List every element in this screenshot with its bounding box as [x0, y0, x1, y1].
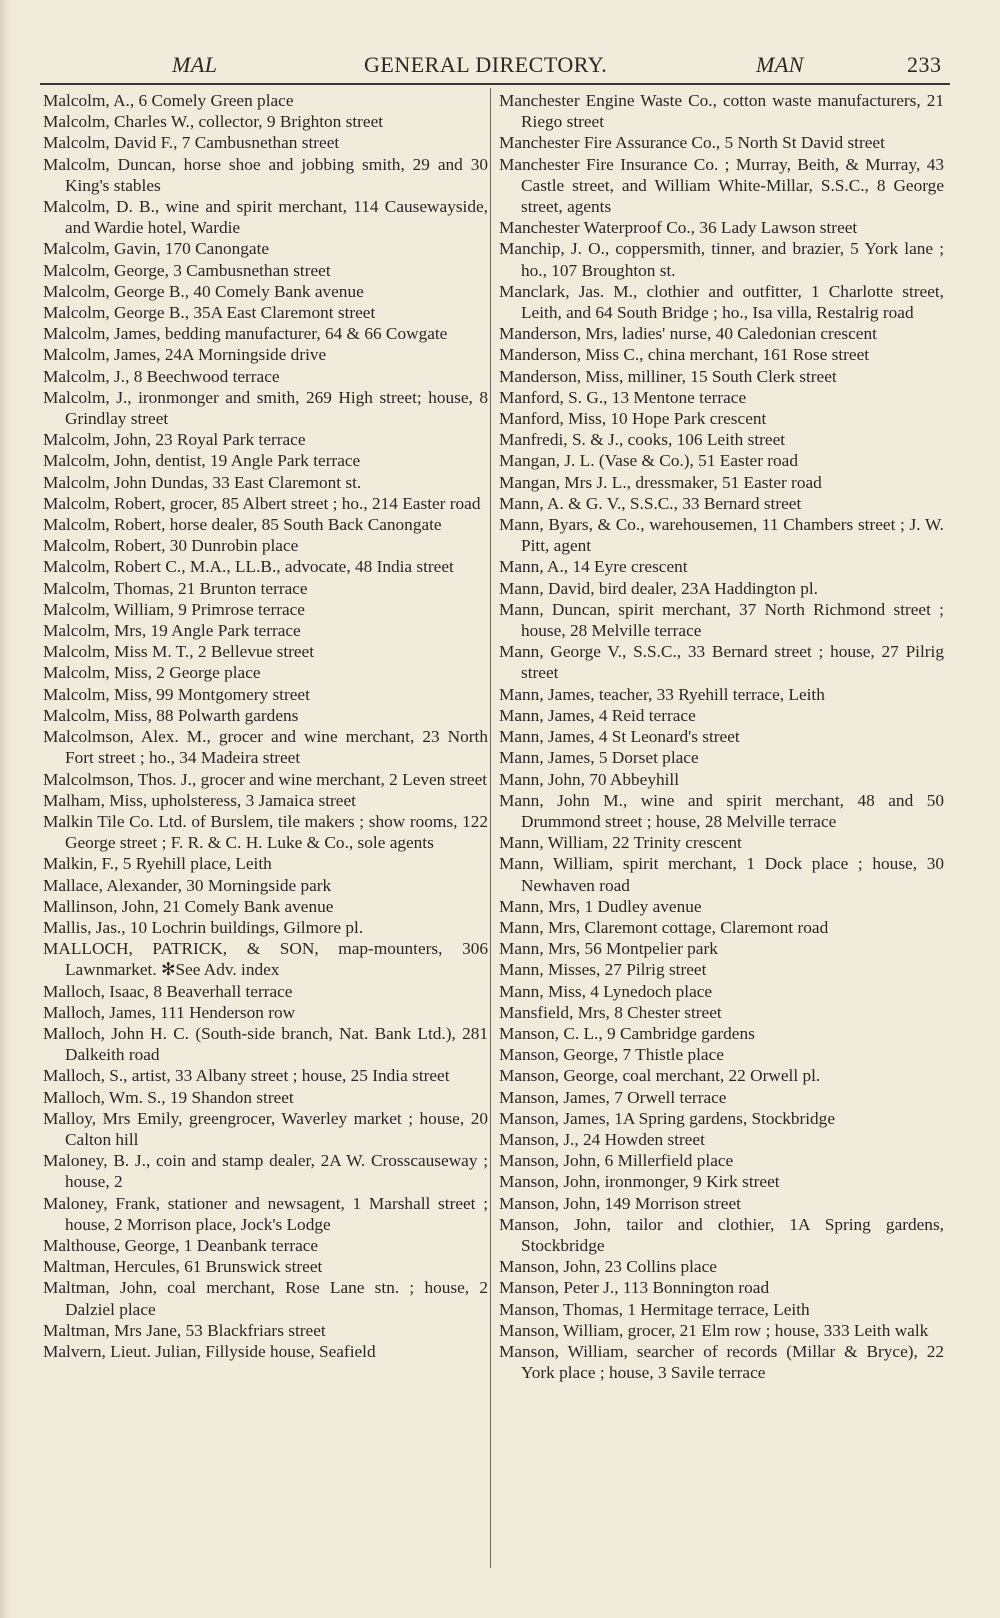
directory-entry: Mallace, Alexander, 30 Morningside park [43, 875, 332, 895]
directory-entry: Mann, Byars, & Co., warehousemen, 11 Chambers street ; J. W. Pitt, agent [499, 515, 944, 556]
directory-entry: Malcolm, D. B., wine and spirit merchant, 114 Causewayside, and Wardie hotel, Wardie [43, 197, 488, 238]
column-divider [490, 88, 491, 1568]
directory-entry: Manchester Engine Waste Co., cotton waste manufacturers, 21 Riego street [499, 91, 944, 132]
directory-entry: Manson, Thomas, 1 Hermitage terrace, Leith [499, 1299, 810, 1319]
directory-entry: Mann, James, 4 Reid terrace [499, 705, 696, 725]
running-header [0, 48, 1000, 82]
directory-entry: Maltman, Hercules, 61 Brunswick street [43, 1257, 323, 1277]
directory-entry: Mann, John, 70 Abbeyhill [499, 769, 680, 789]
directory-entry: Malcolm, J., 8 Beechwood terrace [43, 366, 280, 386]
directory-entry: Manson, James, 7 Orwell terrace [499, 1087, 727, 1107]
directory-entry: Malcolm, Miss, 99 Montgomery street [43, 684, 310, 704]
directory-entry: Mann, A., 14 Eyre crescent [499, 557, 688, 577]
directory-entry: Mallinson, John, 21 Comely Bank avenue [43, 896, 334, 916]
directory-entry: MALLOCH, PATRICK, & SON, map-mounters, 306 Lawnmarket. ✻See Adv. index [43, 939, 488, 980]
directory-entry: Mann, James, 4 St Leonard's street [499, 727, 740, 747]
directory-entry: Mansfield, Mrs, 8 Chester street [499, 1002, 722, 1022]
directory-entry: Manson, William, grocer, 21 Elm row ; house, 333 Leith walk [499, 1320, 929, 1340]
directory-entry: Malcolm, Robert, 30 Dunrobin place [43, 536, 299, 556]
directory-entry: Manson, William, searcher of records (Millar & Bryce), 22 York place ; house, 3 Savile terrace [499, 1341, 944, 1383]
directory-entry: Mann, Miss, 4 Lynedoch place [499, 981, 713, 1001]
directory-entry: Mann, Misses, 27 Pilrig street [499, 960, 707, 980]
directory-entry: Manchester Waterproof Co., 36 Lady Lawson street [499, 218, 858, 238]
directory-entry: Manson, John, tailor and clothier, 1A Spring gardens, Stockbridge [499, 1214, 944, 1255]
header-title: GENERAL DIRECTORY. [364, 52, 608, 77]
directory-entry: Malcolm, John, dentist, 19 Angle Park terrace [43, 451, 361, 471]
directory-entry: Malcolm, George B., 40 Comely Bank avenue [43, 281, 364, 301]
directory-entry: Malkin Tile Co. Ltd. of Burslem, tile makers ; show rooms, 122 George street ; F. R. & C. H. Luke & Co., sole agents [43, 811, 488, 853]
directory-entry: Malcolm, William, 9 Primrose terrace [43, 599, 305, 619]
directory-entry: Malcolm, George, 3 Cambusnethan street [43, 260, 331, 280]
directory-entry: Manford, Miss, 10 Hope Park crescent [499, 409, 767, 429]
directory-entry: Manchip, J. O., coppersmith, tinner, and brazier, 5 York lane ; ho., 107 Broughton st. [499, 239, 944, 280]
directory-entry: Mann, Mrs, 56 Montpelier park [499, 939, 718, 959]
directory-entry: Mann, Mrs, 1 Dudley avenue [499, 896, 702, 916]
directory-entry: Malcolm, Thomas, 21 Brunton terrace [43, 578, 308, 598]
directory-entry: Malcolm, Miss M. T., 2 Bellevue street [43, 642, 315, 662]
directory-entry: Manfredi, S. & J., cooks, 106 Leith street [499, 430, 786, 450]
directory-entry: Malcolm, Mrs, 19 Angle Park terrace [43, 621, 301, 641]
directory-entry: Manson, John, 23 Collins place [499, 1257, 717, 1277]
directory-entry: Malcolmson, Thos. J., grocer and wine merchant, 2 Leven street [43, 769, 488, 789]
directory-entry: Maltman, John, coal merchant, Rose Lane stn. ; house, 2 Dalziel place [43, 1278, 488, 1319]
directory-entry: Manson, James, 1A Spring gardens, Stockbridge [499, 1108, 835, 1128]
directory-entry: Malcolmson, Alex. M., grocer and wine merchant, 23 North Fort street ; ho., 34 Madeira street [43, 727, 488, 768]
directory-entry: Manclark, Jas. M., clothier and outfitter, 1 Charlotte street, Leith, and 64 South Bridge ; ho., Isa villa, Restalrig road [499, 281, 944, 323]
left-column [43, 90, 488, 1362]
directory-entry: Manson, George, 7 Thistle place [499, 1045, 724, 1065]
directory-entry: Malcolm, J., ironmonger and smith, 269 High street; house, 8 Grindlay street [43, 387, 488, 429]
directory-entry: Malloch, Wm. S., 19 Shandon street [43, 1087, 294, 1107]
directory-entry: Malcolm, John Dundas, 33 East Claremont st. [43, 472, 362, 492]
page-number: 233 [907, 52, 942, 77]
directory-entry: Malcolm, Robert C., M.A., LL.B., advocate, 48 India street [43, 557, 454, 577]
directory-entry: Malloy, Mrs Emily, greengrocer, Waverley market ; house, 20 Calton hill [43, 1108, 488, 1149]
directory-entry: Malcolm, Gavin, 170 Canongate [43, 239, 270, 259]
directory-entry: Mann, A. & G. V., S.S.C., 33 Bernard street [499, 493, 802, 513]
directory-entry: Malcolm, Duncan, horse shoe and jobbing smith, 29 and 30 King's stables [43, 154, 488, 195]
directory-entry: Mangan, J. L. (Vase & Co.), 51 Easter road [499, 451, 798, 471]
directory-entry: Mann, John M., wine and spirit merchant, 48 and 50 Drummond street ; house, 28 Melville terrace [499, 790, 944, 831]
directory-entry: Malcolm, Charles W., collector, 9 Brighton street [43, 112, 384, 132]
directory-entry: Mann, James, 5 Dorset place [499, 748, 699, 768]
directory-entry: Malcolm, A., 6 Comely Green place [43, 91, 294, 110]
directory-entry: Manderson, Miss C., china merchant, 161 Rose street [499, 345, 870, 365]
directory-entry: Mann, Mrs, Claremont cottage, Claremont road [499, 917, 829, 937]
directory-entry: Manson, John, 6 Millerfield place [499, 1151, 734, 1171]
directory-entry: Malcolm, Miss, 88 Polwarth gardens [43, 705, 299, 725]
directory-entry: Mangan, Mrs J. L., dressmaker, 51 Easter road [499, 472, 822, 492]
directory-entry: Manson, C. L., 9 Cambridge gardens [499, 1023, 755, 1043]
directory-entry: Malcolm, George B., 35A East Claremont street [43, 303, 376, 323]
directory-entry: Manson, J., 24 Howden street [499, 1129, 705, 1149]
directory-entry: Manson, George, coal merchant, 22 Orwell pl. [499, 1066, 821, 1086]
directory-entry: Malham, Miss, upholsteress, 3 Jamaica street [43, 790, 356, 810]
directory-entry: Manderson, Mrs, ladies' nurse, 40 Caledonian crescent [499, 324, 877, 344]
directory-entry: Maloney, Frank, stationer and newsagent, 1 Marshall street ; house, 2 Morrison place, Jock's Lodge [43, 1193, 488, 1234]
header-left-guide-word: MAL [172, 52, 218, 77]
directory-entry: Manson, John, 149 Morrison street [499, 1193, 741, 1213]
directory-entry: Malloch, Isaac, 8 Beaverhall terrace [43, 981, 293, 1001]
directory-entry: Malcolm, Robert, grocer, 85 Albert street ; ho., 214 Easter road [43, 493, 481, 513]
directory-entry: Mann, Duncan, spirit merchant, 37 North Richmond street ; house, 28 Melville terrace [499, 599, 944, 641]
directory-entry: Malcolm, Robert, horse dealer, 85 South Back Canongate [43, 515, 442, 535]
directory-entry: Manson, John, ironmonger, 9 Kirk street [499, 1172, 780, 1192]
directory-entry: Manchester Fire Insurance Co. ; Murray, Beith, & Murray, 43 Castle street, and William White-Millar, S.S.C., 8 George street, agents [499, 154, 944, 217]
directory-entry: Malvern, Lieut. Julian, Fillyside house, Seafield [43, 1341, 376, 1361]
header-rule [40, 83, 950, 85]
directory-entry: Malcolm, James, 24A Morningside drive [43, 345, 327, 365]
right-column [499, 90, 944, 1383]
directory-entry: Mann, William, 22 Trinity crescent [499, 833, 742, 853]
directory-entry: Malcolm, John, 23 Royal Park terrace [43, 430, 306, 450]
directory-entry: Manchester Fire Assurance Co., 5 North St David street [499, 133, 885, 153]
directory-entry: Malcolm, James, bedding manufacturer, 64 & 66 Cowgate [43, 324, 448, 344]
header-right-guide-word: MAN [756, 52, 804, 77]
directory-entry: Maltman, Mrs Jane, 53 Blackfriars street [43, 1320, 326, 1340]
directory-entry: Mann, George V., S.S.C., 33 Bernard street ; house, 27 Pilrig street [499, 642, 944, 683]
directory-entry: Maloney, B. J., coin and stamp dealer, 2A W. Crosscauseway ; house, 2 [43, 1151, 488, 1192]
directory-entry: Mallis, Jas., 10 Lochrin buildings, Gilmore pl. [43, 917, 364, 937]
directory-entry: Malloch, S., artist, 33 Albany street ; house, 25 India street [43, 1066, 450, 1086]
directory-entry: Malkin, F., 5 Ryehill place, Leith [43, 854, 272, 874]
directory-entry: Malloch, John H. C. (South-side branch, Nat. Bank Ltd.), 281 Dalkeith road [43, 1023, 488, 1065]
directory-entry: Malcolm, David F., 7 Cambusnethan street [43, 133, 340, 153]
directory-entry: Manson, Peter J., 113 Bonnington road [499, 1278, 770, 1298]
directory-entry: Malloch, James, 111 Henderson row [43, 1002, 296, 1022]
directory-entry: Mann, William, spirit merchant, 1 Dock place ; house, 30 Newhaven road [499, 854, 944, 895]
page-edge-shadow [0, 0, 10, 1618]
directory-entry: Malcolm, Miss, 2 George place [43, 663, 261, 683]
directory-entry: Manford, S. G., 13 Mentone terrace [499, 387, 747, 407]
directory-entry: Manderson, Miss, milliner, 15 South Clerk street [499, 366, 837, 386]
directory-entry: Mann, David, bird dealer, 23A Haddington pl. [499, 578, 818, 598]
directory-entry: Mann, James, teacher, 33 Ryehill terrace, Leith [499, 684, 825, 704]
directory-entry: Malthouse, George, 1 Deanbank terrace [43, 1235, 319, 1255]
